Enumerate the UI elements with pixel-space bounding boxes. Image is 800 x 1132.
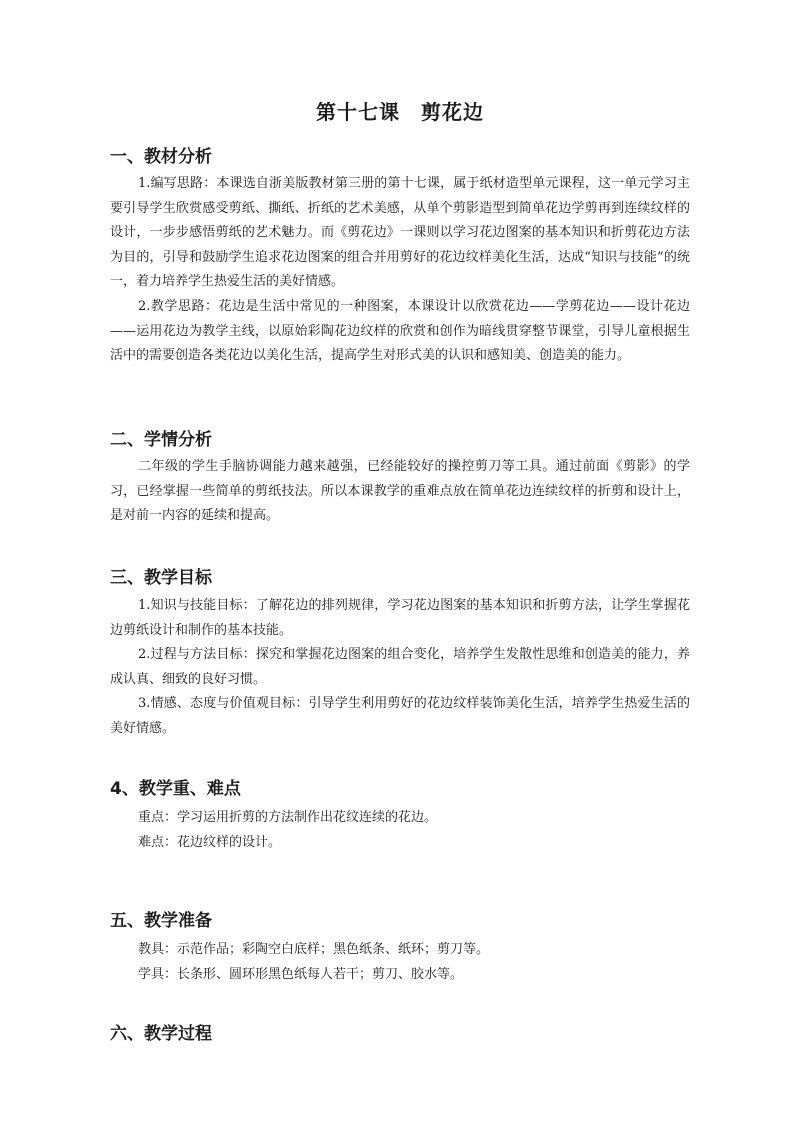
section-heading-student-analysis: 二、学情分析 (110, 430, 212, 450)
page-title: 第十七课 剪花边 (316, 100, 484, 124)
section-heading-teaching-process: 六、教学过程 (110, 1024, 212, 1044)
section-heading-teaching-objectives: 三、教学目标 (110, 568, 212, 588)
paragraph-writing-idea: 1.编写思路：本课选自浙美版教材第三册的第十七课，属于纸材造型单元课程，这一单元学习主要引导学生欣赏感受剪纸、撕纸、折纸的艺术美感，从单个剪影造型到简单花边学剪再到连续纹样的设计，一步步感悟剪纸的艺术魅力。而《剪花边》一课则以学习花边图案的基本知识和折剪花边方法为目的，引导和鼓励学生追求花边图案的组合并用剪好的花边纹样美化生活，达成“知识与技能”的统一，着力培养学生热爱生活的美好情感。 (110, 176, 690, 289)
teacher-materials-line: 教具：示范作品；彩陶空白底样；黑色纸条、纸环；剪刀等。 (138, 942, 490, 957)
difficult-point-line: 难点：花边纹样的设计。 (138, 835, 282, 850)
section-heading-material-analysis: 一、教材分析 (110, 147, 212, 167)
paragraph-objective-knowledge: 1.知识与技能目标：了解花边的排列规律，学习花边图案的基本知识和折剪方法，让学生掌握花边剪纸设计和制作的基本技能。 (110, 598, 690, 638)
paragraph-teaching-idea: 2.教学思路：花边是生活中常见的一种图案，本课设计以欣赏花边——学剪花边——设计花边——运用花边为教学主线，以原始彩陶花边纹样的欣赏和创作为暗线贯穿整节课堂，引导儿童根据生活中的需要创造各类花边以美化生活，提高学生对形式美的认识和感知美、创造美的能力。 (110, 299, 690, 363)
paragraph-objective-emotion: 3.情感、态度与价值观目标：引导学生利用剪好的花边纹样装饰美化生活，培养学生热爱生活的美好情感。 (110, 696, 690, 736)
paragraph-student-analysis: 二年级的学生手脑协调能力越来越强，已经能较好的操控剪刀等工具。通过前面《剪影》的学习，已经掌握一些简单的剪纸技法。所以本课教学的重难点放在简单花边连续纹样的折剪和设计上，是对前一内容的延续和提高。 (110, 459, 690, 523)
key-point-line: 重点：学习运用折剪的方法制作出花纹连续的花边。 (138, 810, 438, 825)
section-heading-key-difficult-points: 4、教学重、难点 (110, 779, 241, 799)
student-materials-line: 学具：长条形、圆环形黑色纸每人若干；剪刀、胶水等。 (138, 967, 464, 982)
paragraph-objective-process: 2.过程与方法目标：探究和掌握花边图案的组合变化，培养学生发散性思维和创造美的能力，养成认真、细致的良好习惯。 (110, 647, 690, 687)
section-heading-teaching-preparation: 五、教学准备 (110, 911, 212, 931)
